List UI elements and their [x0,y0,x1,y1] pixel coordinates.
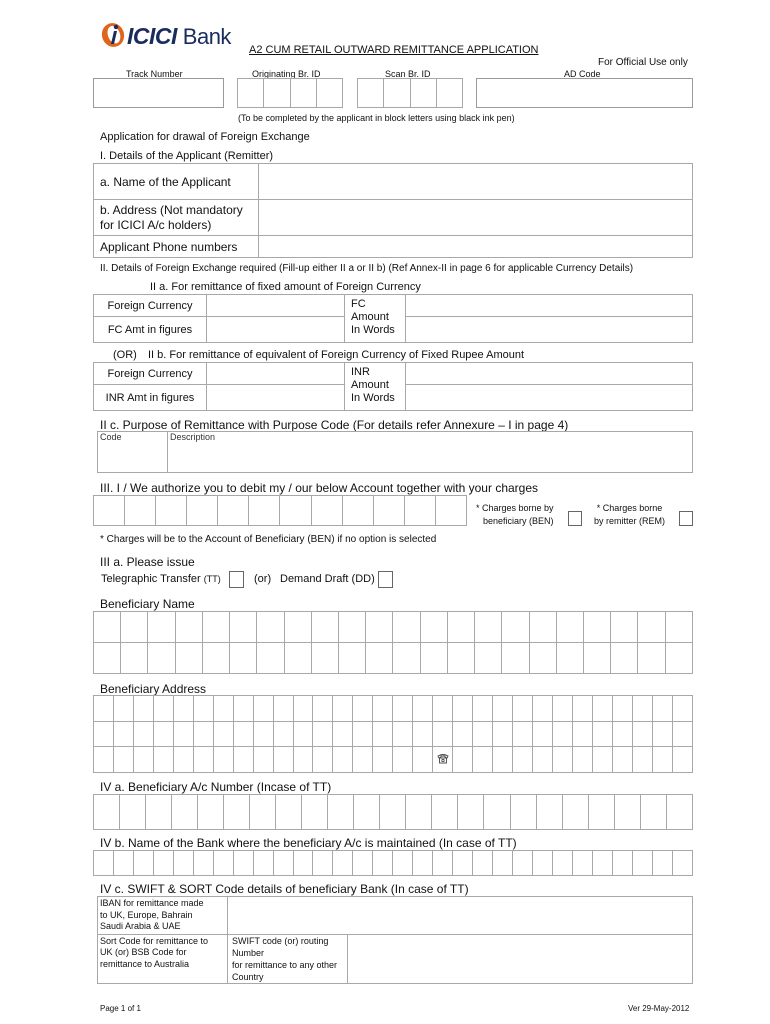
telephone-icon [437,753,449,764]
charges-rem-checkbox[interactable] [679,511,693,526]
official-use-label: For Official Use only [598,57,688,68]
purpose-description-field[interactable] [168,432,693,473]
page-number: Page 1 of 1 [100,1004,141,1013]
fx-b-words-label: INR Amount In Words [351,366,395,404]
fx-b-title: II b. For remittance of equivalent of Foreign Currency of Fixed Rupee Amount [148,349,525,361]
swift-sort-table [97,896,693,984]
iban-label: IBAN for remittance made to UK, Europe, Bahrain Saudi Arabia & UAE [100,898,204,931]
purpose-description-label: Description [170,432,216,442]
scan-br-id-field[interactable] [357,78,463,108]
applicant-name-field[interactable] [259,164,693,200]
account-number-grid[interactable] [93,794,693,830]
fx-b-table [93,362,693,411]
beneficiary-name-title: Beneficiary Name [100,597,195,611]
fx-a-currency-label: Foreign Currency [107,299,193,312]
swift-code-label: SWIFT code (or) routing Number for remittance to any other Country [232,935,338,982]
instruction-text: (To be completed by the applicant in block letters using black ink pen) [238,113,515,123]
originating-br-id-label: Originating Br. ID [252,69,321,79]
version-label: Ver 29-May-2012 [628,1004,690,1013]
beneficiary-address-title: Beneficiary Address [100,682,207,696]
purpose-code-field[interactable] [98,432,168,473]
dd-checkbox[interactable] [378,571,393,588]
applicant-name-label: a. Name of the Applicant [100,174,231,189]
swift-code-field[interactable] [348,934,693,983]
icici-logo-icon [100,20,126,48]
swift-sort-title: IV c. SWIFT & SORT Code details of beneficiary Bank (In case of TT) [100,882,469,896]
debit-account-field[interactable] [93,495,467,526]
fx-a-currency-field[interactable] [207,295,345,317]
fx-b-currency-field[interactable] [207,363,345,385]
beneficiary-name-grid[interactable] [93,611,693,674]
applicant-address-field[interactable] [259,200,693,236]
account-number-title: IV a. Beneficiary A/c Number (Incase of TT) [100,780,332,794]
fx-or-label: (OR) [113,349,137,361]
issue-title: III a. Please issue [100,555,195,569]
ad-code-field[interactable] [476,78,693,108]
fx-b-words-field-2[interactable] [406,385,693,411]
sort-code-label: Sort Code for remittance to UK (or) BSB Code for remittance to Australia [100,935,209,969]
dd-label: Demand Draft (DD) [280,573,375,585]
ad-code-label: AD Code [564,69,601,79]
track-number-field[interactable] [93,78,224,108]
fx-a-words-field-2[interactable] [406,317,693,343]
fx-section-title: II. Details of Foreign Exchange required (Fill-up either II a or II b) (Ref Annex-II in page 6 for applicable Currency Details) [100,263,634,274]
fx-a-words-label: FC Amount In Words [351,298,395,336]
application-heading: Application for drawal of Foreign Exchange [100,131,310,143]
tt-label: Telegraphic Transfer (TT) [101,573,221,585]
track-number-label: Track Number [126,69,183,79]
fx-a-table [93,294,693,343]
fx-a-words-field-1[interactable] [406,295,693,317]
purpose-title: II c. Purpose of Remittance with Purpose Code (For details refer Annexure – I in page 4) [100,418,569,432]
applicant-table [93,163,693,258]
charges-note: * Charges will be to the Account of Beneficiary (BEN) if no option is selected [100,534,437,545]
fx-b-amt-label: INR Amt in figures [105,391,195,404]
fx-b-amt-field[interactable] [207,385,345,411]
applicant-phone-field[interactable] [259,236,693,258]
tt-checkbox[interactable] [229,571,244,588]
charges-rem-label: * Charges borne by remitter (REM) [594,503,666,526]
bank-logo: ICICI Bank [127,23,231,49]
purpose-code-label: Code [100,432,122,442]
debit-title: III. I / We authorize you to debit my / our below Account together with your charges [100,481,539,495]
form-title: A2 CUM RETAIL OUTWARD REMITTANCE APPLICATION [249,44,539,56]
bank-name-title: IV b. Name of the Bank where the beneficiary A/c is maintained (In case of TT) [100,836,517,850]
fx-a-amt-label: FC Amt in figures [107,323,193,336]
fx-b-currency-label: Foreign Currency [107,367,193,380]
iban-field[interactable] [228,897,693,935]
issue-or-label: (or) [254,573,272,585]
fx-a-title: II a. For remittance of fixed amount of Foreign Currency [150,281,421,293]
fx-b-words-field-1[interactable] [406,363,693,385]
originating-br-id-field[interactable] [237,78,343,108]
bank-name-grid[interactable] [93,850,693,876]
scan-br-id-label: Scan Br. ID [385,69,431,79]
fx-a-amt-field[interactable] [207,317,345,343]
charges-ben-label: * Charges borne by beneficiary (BEN) [476,503,554,526]
charges-ben-checkbox[interactable] [568,511,582,526]
applicant-address-label: b. Address (Not mandatory for ICICI A/c holders) [100,202,243,232]
purpose-table [97,431,693,473]
applicant-phone-label: Applicant Phone numbers [100,239,238,254]
applicant-section-title: I. Details of the Applicant (Remitter) [100,150,274,162]
beneficiary-address-grid[interactable] [93,695,693,773]
